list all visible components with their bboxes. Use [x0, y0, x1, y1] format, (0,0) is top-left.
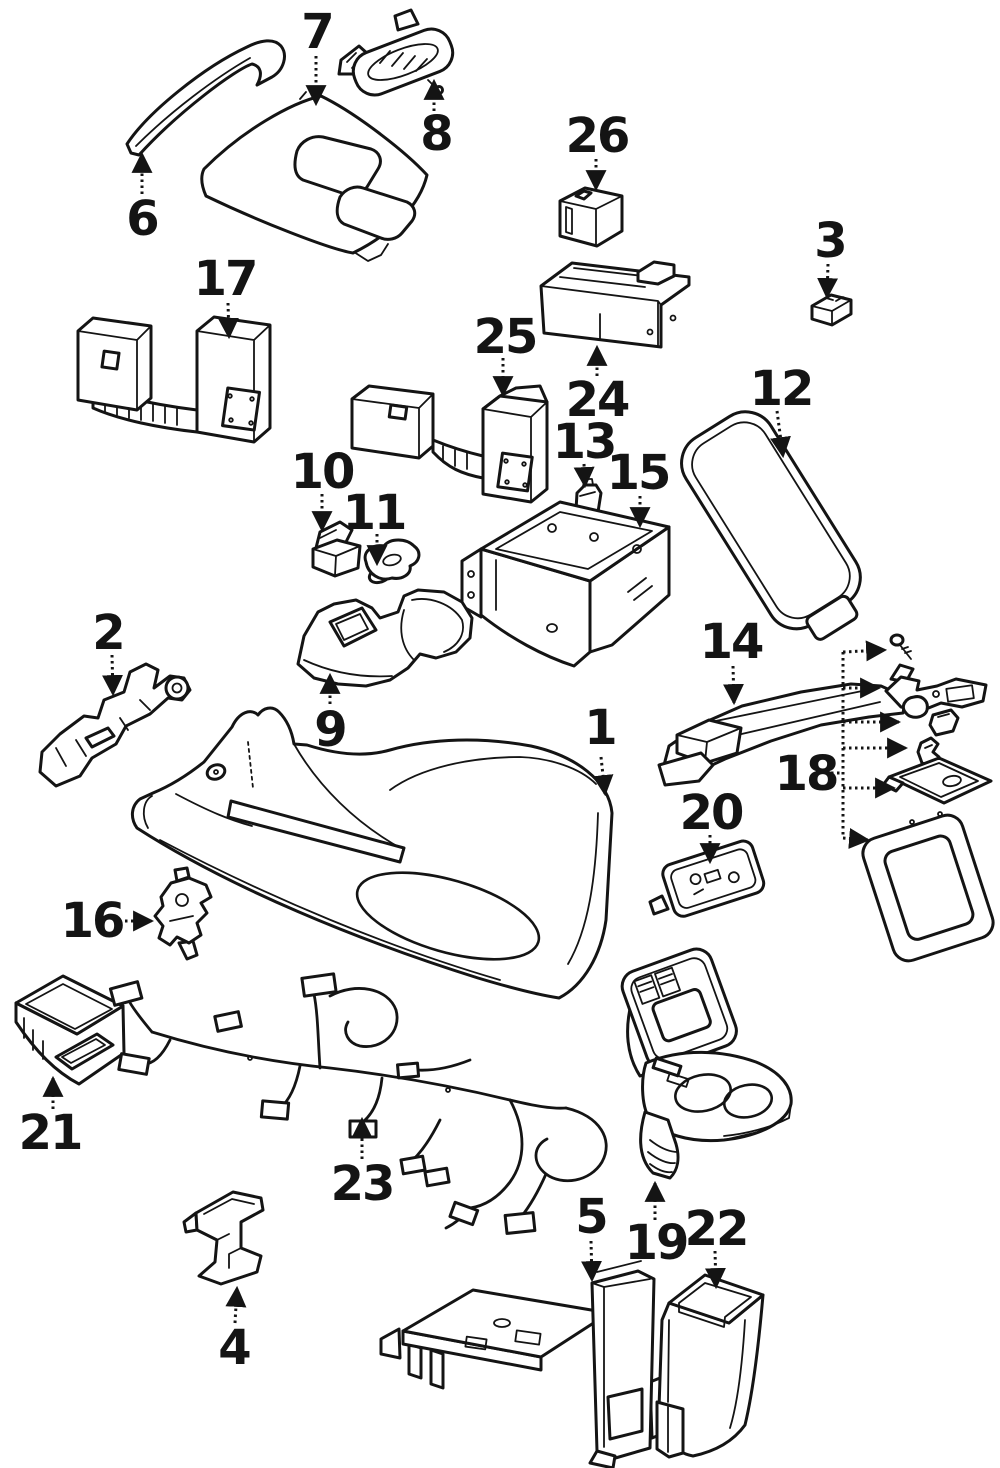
- callout-26-label: 26: [565, 108, 629, 164]
- callout-21-label: 21: [18, 1105, 82, 1161]
- callout-18-arrow: [843, 650, 885, 652]
- callout-3-label: 3: [814, 213, 846, 269]
- callout-24-label: 24: [565, 372, 629, 428]
- part-5-mount-platform-drawing: [381, 1261, 672, 1468]
- callout-5-arrow: [591, 1241, 592, 1280]
- callout-23-label: 23: [330, 1156, 394, 1212]
- callout-6-label: 6: [126, 191, 158, 247]
- callout-11-label: 11: [342, 485, 406, 541]
- part-15-console-bin-drawing: [462, 502, 669, 666]
- callout-10-label: 10: [290, 444, 354, 500]
- callout-22-label: 22: [684, 1201, 748, 1257]
- callout-18-arrow: [843, 838, 868, 840]
- callout-4-label: 4: [218, 1320, 250, 1376]
- callout-19-label: 19: [624, 1215, 688, 1271]
- callout-9-label: 9: [314, 702, 346, 758]
- part-8-shift-bezel-drawing: [339, 10, 458, 101]
- part-22-rear-duct-drawing: [657, 1275, 763, 1457]
- callout-4-arrow: [235, 1288, 237, 1323]
- callout-15-label: 15: [606, 445, 670, 501]
- callout-5-label: 5: [575, 1189, 607, 1245]
- part-2-bracket-drawing: [40, 664, 190, 786]
- callout-1-label: 1: [584, 700, 616, 756]
- callout-12-label: 12: [749, 361, 813, 417]
- callout-14-label: 14: [699, 614, 763, 670]
- part-11-retainer-drawing: [365, 540, 419, 585]
- part-26-small-box-drawing: [560, 188, 622, 246]
- part-20-switch-panel-drawing: [650, 838, 766, 918]
- part-24-box-drawing: [541, 262, 689, 347]
- callout-7-label: 7: [301, 4, 333, 60]
- part-9-shifter-console-drawing: [298, 590, 472, 686]
- callout-18-label: 18: [774, 746, 838, 802]
- callout-13-label: 13: [552, 414, 616, 470]
- callout-2-label: 2: [92, 605, 124, 661]
- part-17-bracket-drawing: [78, 317, 270, 442]
- part-3-switch-drawing: [812, 295, 851, 325]
- part-1-console-body-drawing: [132, 708, 612, 998]
- callout-25-label: 25: [473, 309, 537, 365]
- part-7-console-top-plate-drawing: [202, 90, 427, 261]
- callout-20-label: 20: [679, 785, 743, 841]
- callout-17-label: 17: [193, 251, 257, 307]
- callout-16-label: 16: [60, 893, 124, 949]
- part-21-duct-drawing: [16, 976, 124, 1084]
- callout-8-label: 8: [420, 106, 452, 162]
- callout-14-arrow: [733, 666, 734, 703]
- part-16-sensor-drawing: [155, 868, 211, 959]
- part-4-bracket-drawing: [184, 1192, 263, 1284]
- part-19-rear-console-drawing: [618, 945, 792, 1178]
